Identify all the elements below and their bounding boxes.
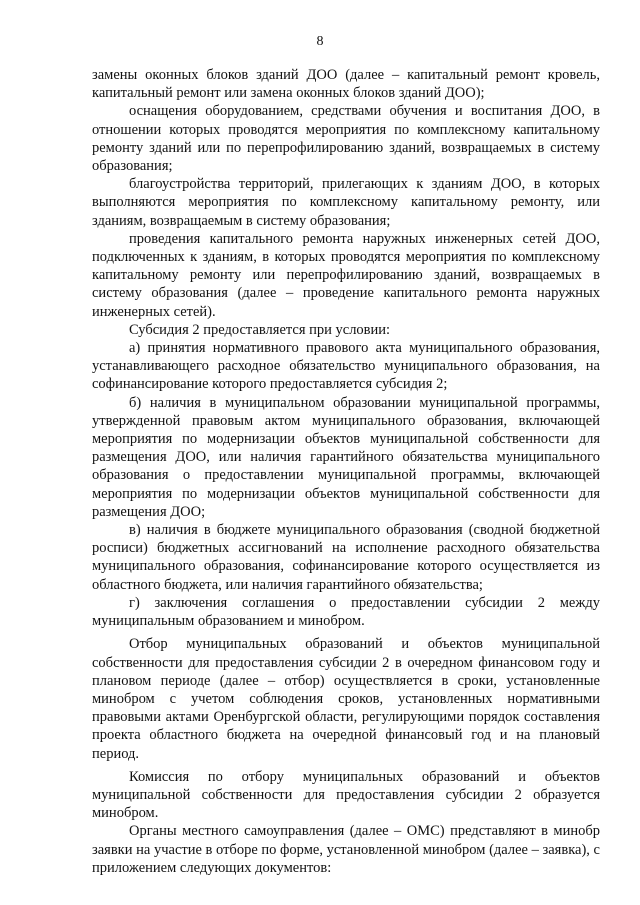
paragraph-condition-c: в) наличия в бюджете муниципального образования (сводной бюджетной росписи) бюджетных ассигнований на исполнение расходного обязательства муниципального образования, софинансирование которого осуществляется из областного бюджета, или наличия гарантийного обязательства; <box>92 522 600 593</box>
paragraph-landscaping: благоустройства территорий, прилегающих к зданиям ДОО, в которых выполняются мероприятия по комплексному капитальному ремонту, или зданиям, возвращаемым в систему образования; <box>92 176 600 229</box>
paragraph-subsidy-conditions: Субсидия 2 предоставляется при условии: <box>129 321 391 338</box>
paragraph-commission: Комиссия по отбору муниципальных образований и объектов муниципальной собственности для предоставления субсидии 2 образуется минобром. <box>92 768 600 822</box>
paragraph-engineering-networks: проведения капитального ремонта наружных инженерных сетей ДОО, подключенных к зданиям, в которых проводятся мероприятия по комплексному капитальному ремонту или перепрофилированию зданий, возвращаемых в систему образования (далее – проведение капитального ремонта наружных инженерных сетей). <box>92 230 600 320</box>
paragraph-condition-a: а) принятия нормативного правового акта муниципального образования, устанавливающего расходное обязательство муниципального образования, на софинансирование которого предоставляется субсидия 2; <box>92 340 600 393</box>
document-body <box>92 66 600 877</box>
paragraph-window-replacement: замены оконных блоков зданий ДОО (далее – капитальный ремонт кровель, капитальный ремонт или замена оконных блоков зданий ДОО); <box>92 67 600 102</box>
paragraph-selection: Отбор муниципальных образований и объектов муниципальной собственности для предоставления субсидии 2 в очередном финансовом году и плановом периоде (далее – отбор) осуществляется в сроки, установленные минобром с учетом соблюдения сроков, установленных нормативными правовыми актами Оренбургской области, регулирующими порядок составления проекта областного бюджета на очередной финансовый год и на плановый период. <box>92 636 600 762</box>
paragraph-equipment: оснащения оборудованием, средствами обучения и воспитания ДОО, в отношении которых проводятся мероприятия по комплексному капитальному ремонту зданий или по перепрофилированию зданий, возвращаемых в систему образования; <box>92 103 600 175</box>
paragraph-condition-b: б) наличия в муниципальном образовании муниципальной программы, утвержденной правовым актом муниципального образования, включающей мероприятия по модернизации объектов муниципальной собственности для размещения ДОО, или наличия гарантийного обязательства муниципального образования о предоставлении муниципальной программы, включающей мероприятия по модернизации объектов муниципальной собственности для размещения ДОО; <box>92 394 600 520</box>
page-number: 8 <box>316 34 324 49</box>
paragraph-condition-d: г) заключения соглашения о предоставлении субсидии 2 между муниципальным образованием и минобром. <box>92 594 600 630</box>
paragraph-applications: Органы местного самоуправления (далее – ОМС) представляют в минобр заявки на участие в отборе по форме, установленной минобром (далее – заявка), с приложением следующих документов: <box>92 823 600 876</box>
